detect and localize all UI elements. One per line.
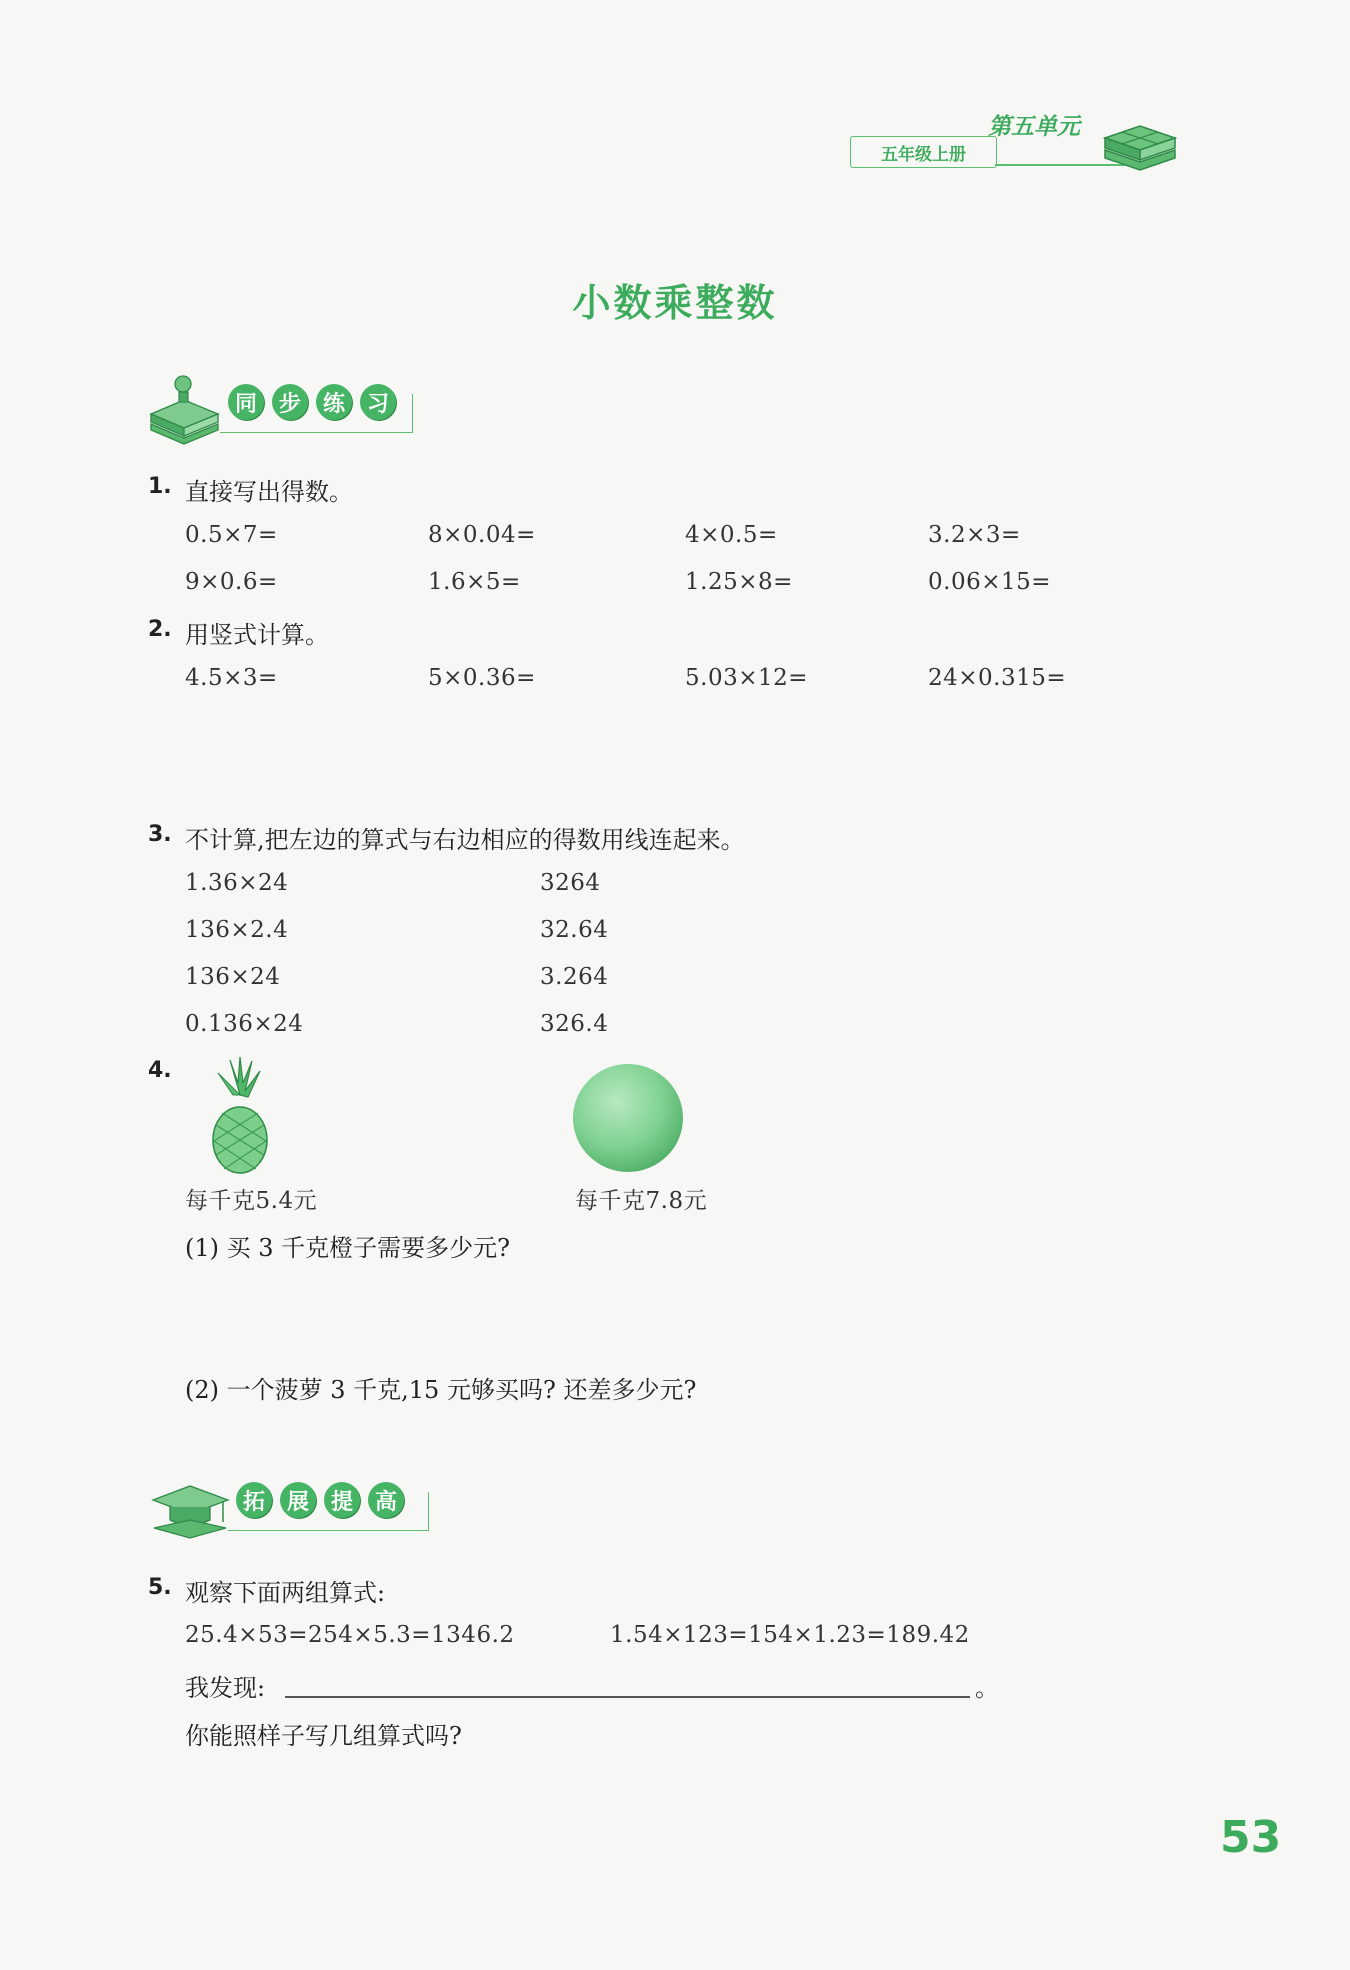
result-right: 326.4 [540, 1011, 609, 1037]
graduation-cap-icon [148, 1478, 233, 1548]
answer-blank[interactable] [285, 1696, 970, 1698]
expression: 9×0.6= [185, 569, 278, 595]
expression: 8×0.04= [428, 522, 536, 548]
unit-label: 第五单元 [988, 114, 1080, 140]
section-char: 步 [272, 384, 308, 420]
section-char: 习 [360, 384, 396, 420]
equation: 25.4×53=254×5.3=1346.2 [185, 1622, 515, 1648]
section-char: 提 [324, 1482, 360, 1518]
section-char: 拓 [236, 1482, 272, 1518]
question-number: 5. [148, 1575, 172, 1600]
question-number: 2. [148, 617, 172, 642]
expression-left: 136×24 [185, 964, 281, 990]
expression: 0.06×15= [928, 569, 1052, 595]
expression: 3.2×3= [928, 522, 1021, 548]
question-text: 直接写出得数。 [185, 478, 353, 506]
equation: 1.54×123=154×1.23=189.42 [610, 1622, 970, 1648]
pineapple-price: 每千克5.4元 [185, 1188, 318, 1214]
grade-label: 五年级上册 [850, 136, 997, 168]
expression-left: 136×2.4 [185, 917, 289, 943]
expression: 5×0.36= [428, 665, 536, 691]
section-char: 练 [316, 384, 352, 420]
section-char: 高 [368, 1482, 404, 1518]
unit-header [850, 108, 1180, 178]
expression: 4.5×3= [185, 665, 278, 691]
pineapple-icon [200, 1055, 280, 1175]
page-number: 53 [1220, 1812, 1282, 1863]
question-number: 3. [148, 822, 172, 847]
question-text: 观察下面两组算式: [185, 1579, 386, 1607]
expression: 4×0.5= [685, 522, 778, 548]
sub-question: (2) 一个菠萝 3 千克,15 元够买吗? 还差多少元? [185, 1376, 697, 1404]
books-icon [1100, 108, 1180, 178]
result-right: 32.64 [540, 917, 609, 943]
question-number: 4. [148, 1058, 172, 1083]
section-char: 同 [228, 384, 264, 420]
result-right: 3264 [540, 870, 601, 896]
section-practice-banner [148, 372, 428, 434]
question-text: 不计算,把左边的算式与右边相应的得数用线连起来。 [185, 826, 745, 854]
expression-left: 1.36×24 [185, 870, 289, 896]
orange-icon [570, 1058, 690, 1178]
question-text: 用竖式计算。 [185, 621, 329, 649]
discover-label: 我发现: [185, 1674, 266, 1702]
question-text: 你能照样子写几组算式吗? [185, 1722, 462, 1750]
expression: 5.03×12= [685, 665, 809, 691]
books-apple-icon [148, 372, 223, 452]
question-number: 1. [148, 474, 172, 499]
result-right: 3.264 [540, 964, 609, 990]
expression: 1.6×5= [428, 569, 521, 595]
discover-end: 。 [975, 1674, 999, 1702]
expression: 24×0.315= [928, 665, 1067, 691]
sub-question: (1) 买 3 千克橙子需要多少元? [185, 1234, 511, 1262]
page-title: 小数乘整数 [572, 280, 778, 325]
orange-price: 每千克7.8元 [575, 1188, 708, 1214]
expression: 0.5×7= [185, 522, 278, 548]
section-extension-banner [148, 1470, 438, 1532]
expression: 1.25×8= [685, 569, 793, 595]
section-char: 展 [280, 1482, 316, 1518]
expression-left: 0.136×24 [185, 1011, 304, 1037]
